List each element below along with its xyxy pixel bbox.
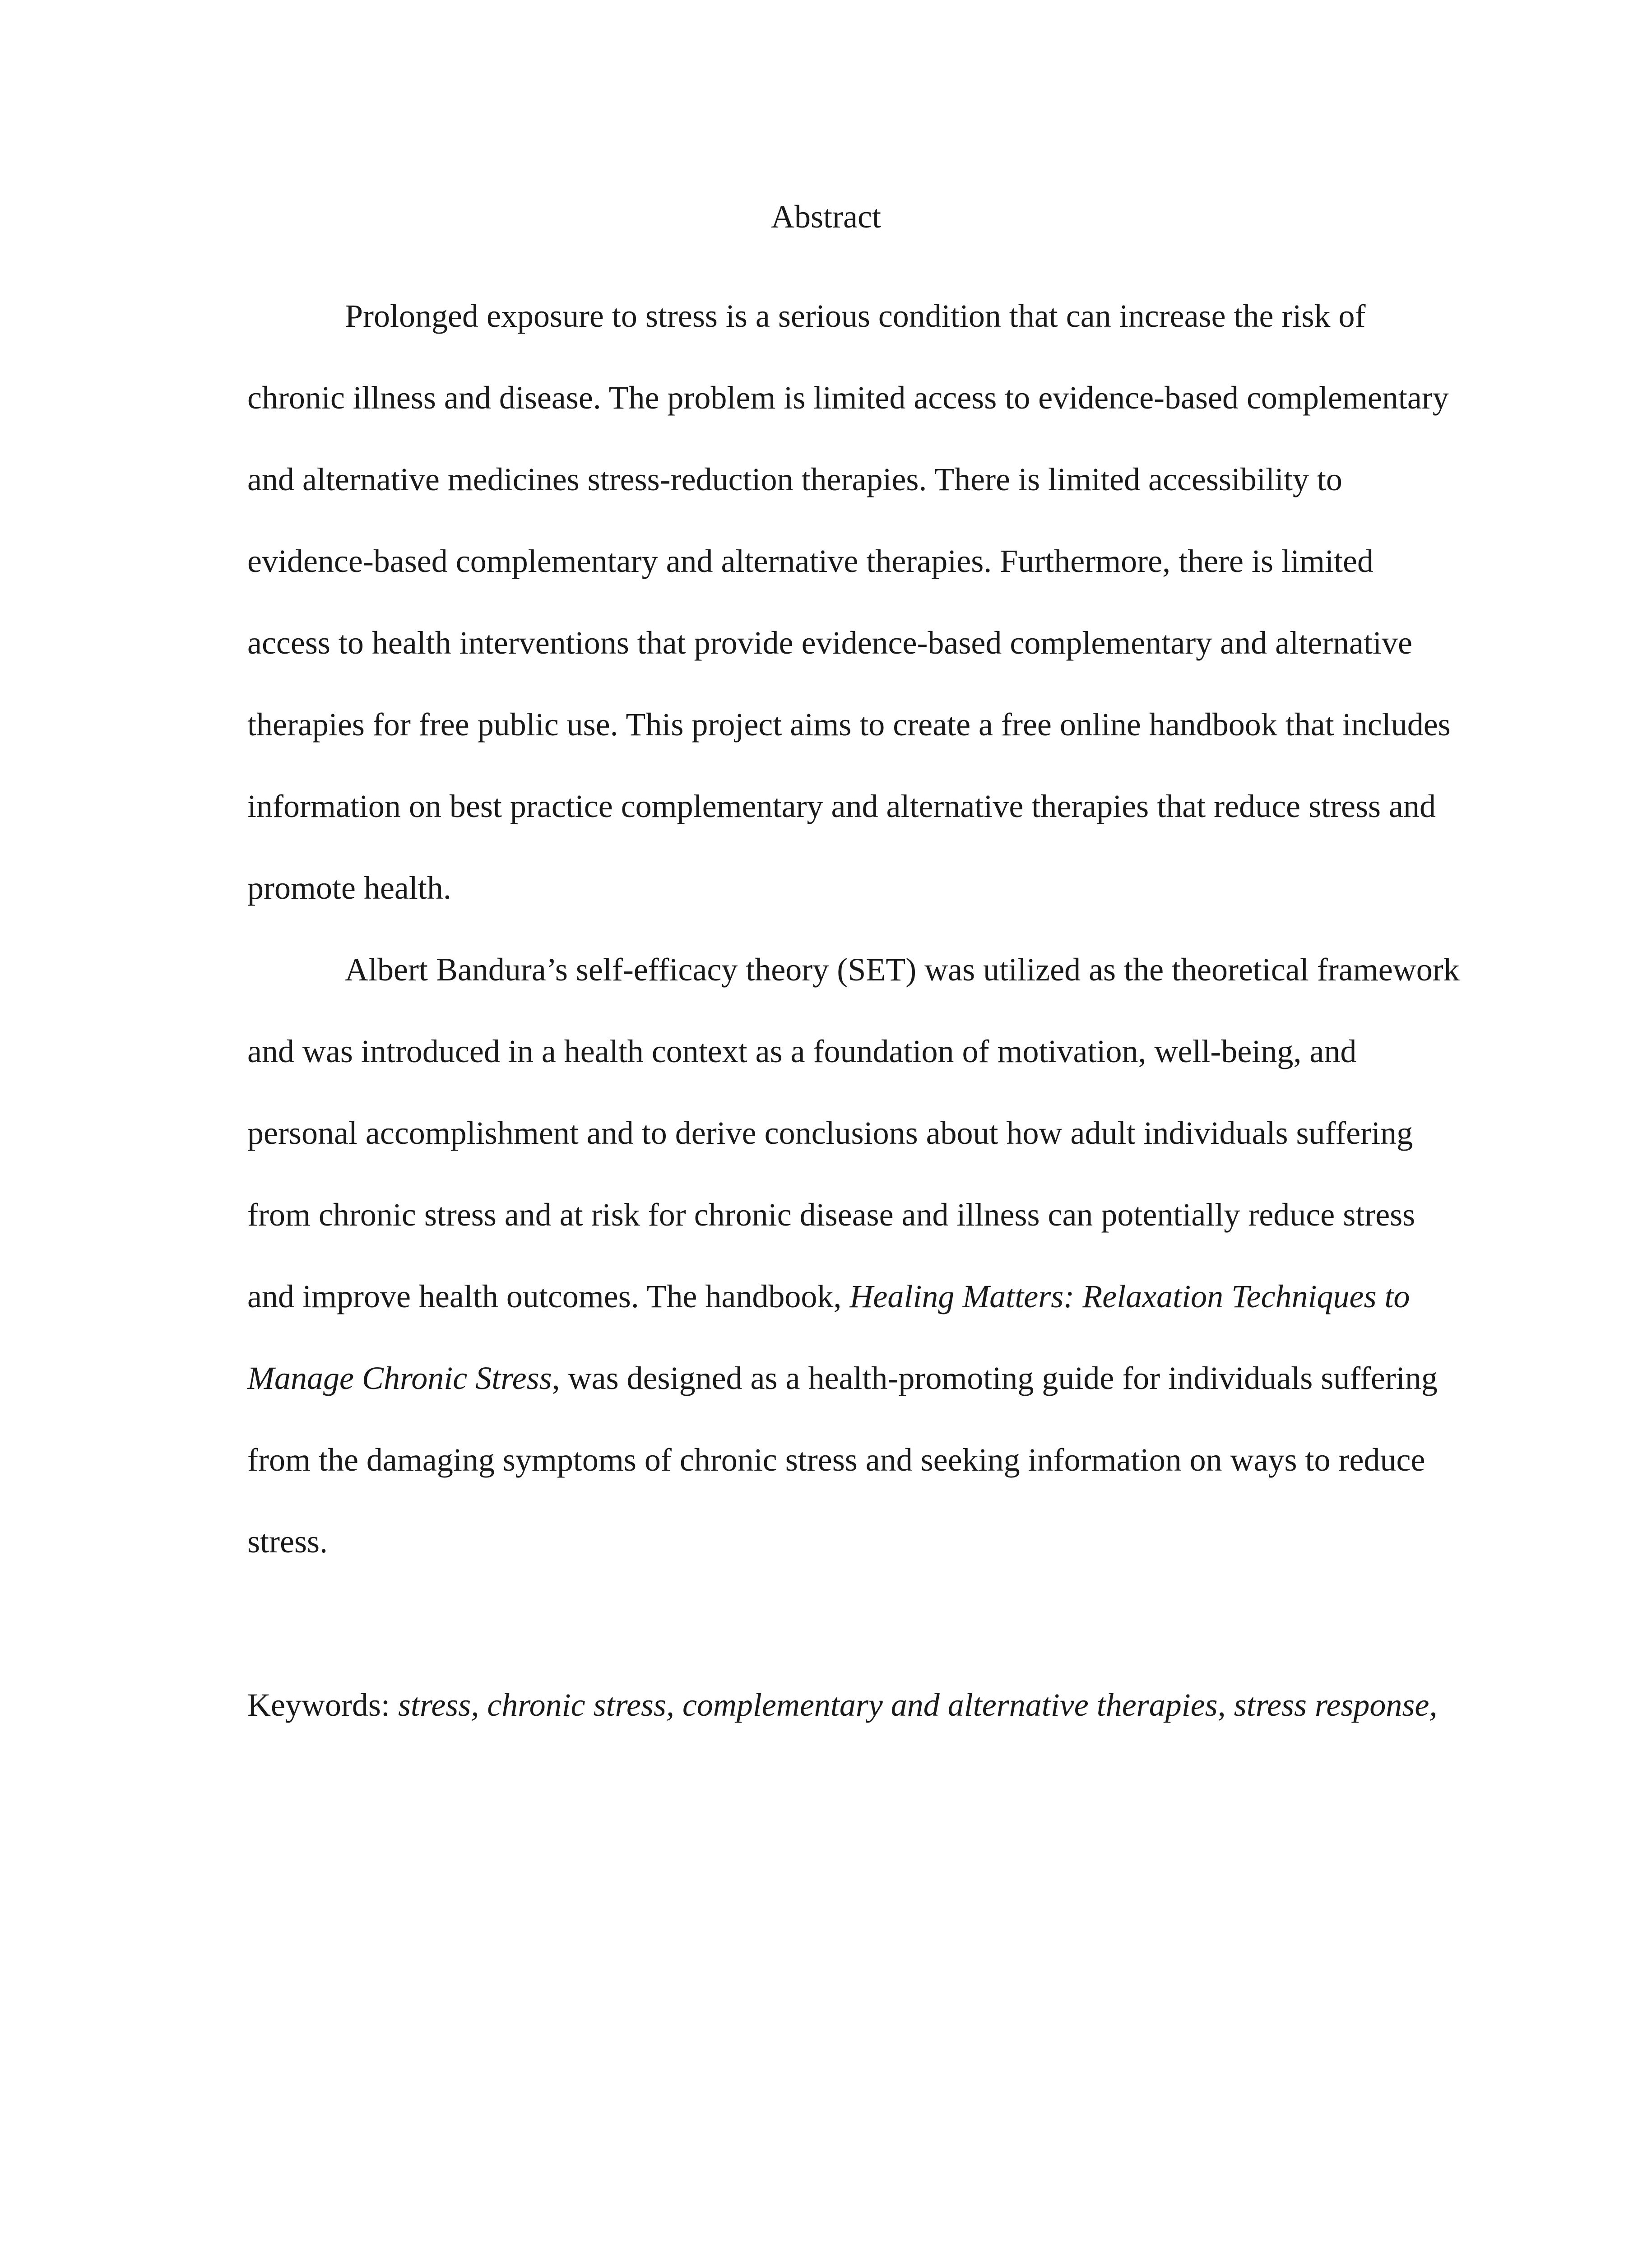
paragraph-line: from chronic stress and at risk for chronic disease and illness can potentially reduce stress [247, 1197, 1415, 1233]
paragraph-1 [247, 275, 1466, 929]
paragraph-line: and alternative medicines stress-reduction therapies. There is limited accessibility to [247, 461, 1342, 497]
paragraph-line: therapies for free public use. This project aims to create a free online handbook that includes [247, 706, 1451, 743]
paragraph-line [247, 1337, 1466, 1419]
handbook-title-cont: Manage Chronic Stress [247, 1360, 552, 1396]
line-text: and improve health outcomes. The handbook, [247, 1278, 850, 1314]
spacer [247, 1583, 1466, 1664]
paragraph-line: chronic illness and disease. The problem is limited access to evidence-based complementary [247, 380, 1449, 416]
paragraph-line: Prolonged exposure to stress is a serious condition that can increase the risk of [345, 298, 1366, 334]
paragraph-line: promote health. [247, 870, 451, 906]
keywords [247, 1664, 1466, 1746]
paragraph-line: information on best practice complementary and alternative therapies that reduce stress and [247, 788, 1436, 824]
paragraph-line: stress. [247, 1523, 328, 1560]
paragraph-line: and was introduced in a health context as a foundation of motivation, well-being, and [247, 1033, 1357, 1069]
keywords-line [247, 1664, 1466, 1746]
handbook-title: Healing Matters: Relaxation Techniques to [849, 1278, 1410, 1314]
keywords-label: Keywords: [247, 1687, 398, 1723]
keywords-terms: stress, chronic stress, complementary and alternative therapies, stress response, [398, 1687, 1438, 1723]
line-text: , was designed as a health-promoting guide for individuals suffering [552, 1360, 1438, 1396]
page-title: Abstract [771, 199, 881, 235]
paragraph-line: from the damaging symptoms of chronic stress and seeking information on ways to reduce [247, 1442, 1425, 1478]
paragraph-line [247, 1256, 1466, 1337]
paragraph-2 [247, 929, 1466, 1583]
abstract-body [247, 275, 1466, 1746]
paragraph-line: Albert Bandura’s self-efficacy theory (SET) was utilized as the theoretical framework [345, 952, 1460, 988]
paragraph-line: personal accomplishment and to derive conclusions about how adult individuals suffering [247, 1115, 1413, 1151]
paragraph-line: access to health interventions that provide evidence-based complementary and alternative [247, 625, 1412, 661]
paragraph-line: evidence-based complementary and alternative therapies. Furthermore, there is limited [247, 543, 1374, 579]
